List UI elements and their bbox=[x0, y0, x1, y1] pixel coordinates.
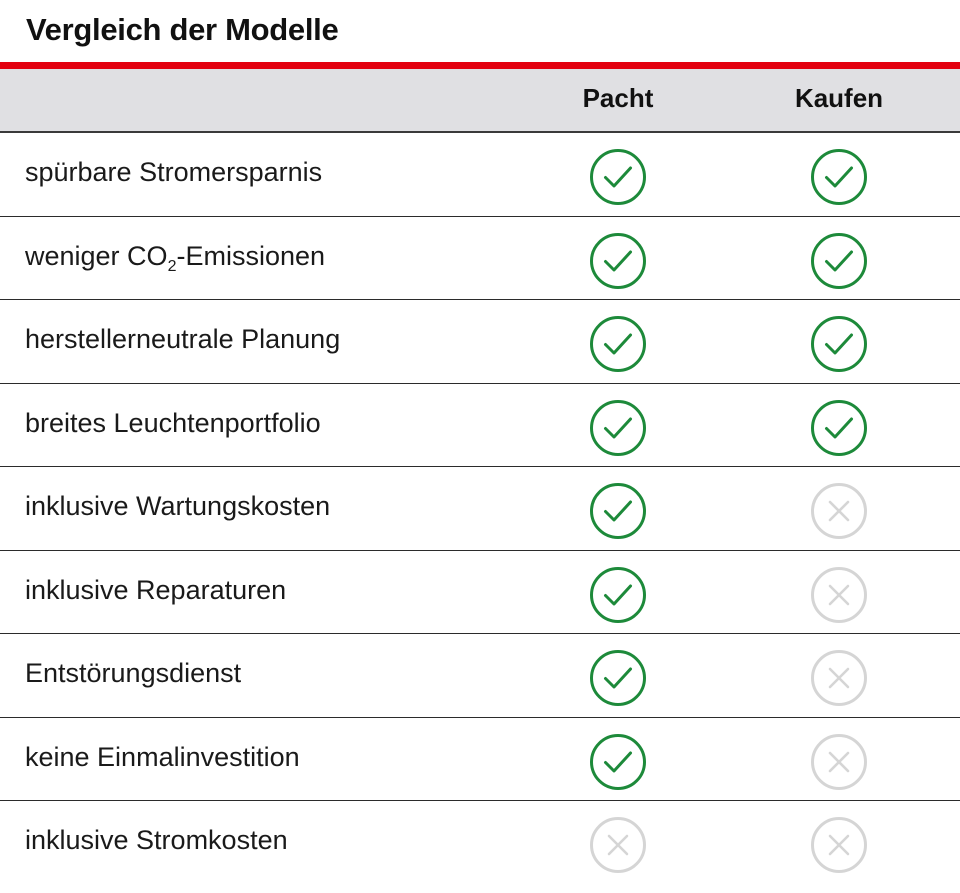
table-row bbox=[0, 801, 960, 884]
table-row bbox=[0, 384, 960, 468]
accent-divider bbox=[0, 62, 960, 69]
check-icon bbox=[589, 232, 647, 290]
feature-label: weniger $CO_2$-Emissionen bbox=[25, 240, 326, 275]
check-icon bbox=[810, 148, 868, 206]
check-icon bbox=[589, 482, 647, 540]
page-title: Vergleich der Modelle bbox=[26, 12, 339, 47]
feature-label: keine Einmalinvestition bbox=[25, 741, 300, 772]
check-icon bbox=[589, 649, 647, 707]
feature-label: spürbare Stromersparnis bbox=[25, 157, 323, 187]
check-icon bbox=[589, 566, 647, 624]
cross-icon bbox=[589, 816, 647, 874]
feature-label: inklusive Stromkosten bbox=[25, 825, 288, 855]
comparison-table bbox=[0, 133, 960, 884]
check-icon bbox=[589, 315, 647, 373]
table-row bbox=[0, 467, 960, 551]
feature-label: Entstörungsdienst bbox=[25, 658, 242, 688]
cross-icon bbox=[810, 649, 868, 707]
table-row bbox=[0, 718, 960, 802]
check-icon bbox=[589, 733, 647, 791]
check-icon bbox=[589, 399, 647, 457]
check-icon bbox=[589, 148, 647, 206]
column-header-pacht: Pacht bbox=[582, 83, 654, 113]
feature-label: inklusive Wartungskosten bbox=[25, 491, 331, 521]
check-icon bbox=[810, 232, 868, 290]
table-row bbox=[0, 133, 960, 217]
feature-label: breites Leuchtenportfolio bbox=[25, 407, 321, 438]
column-header-kaufen: Kaufen bbox=[794, 83, 884, 113]
feature-label: herstellerneutrale Planung bbox=[25, 324, 341, 354]
cross-icon bbox=[810, 816, 868, 874]
feature-label: inklusive Reparaturen bbox=[25, 574, 287, 605]
table-header bbox=[0, 69, 960, 133]
cross-icon bbox=[810, 733, 868, 791]
table-row bbox=[0, 217, 960, 301]
table-row bbox=[0, 634, 960, 718]
table-row bbox=[0, 551, 960, 635]
check-icon bbox=[810, 315, 868, 373]
cross-icon bbox=[810, 566, 868, 624]
table-row bbox=[0, 300, 960, 384]
check-icon bbox=[810, 399, 868, 457]
cross-icon bbox=[810, 482, 868, 540]
